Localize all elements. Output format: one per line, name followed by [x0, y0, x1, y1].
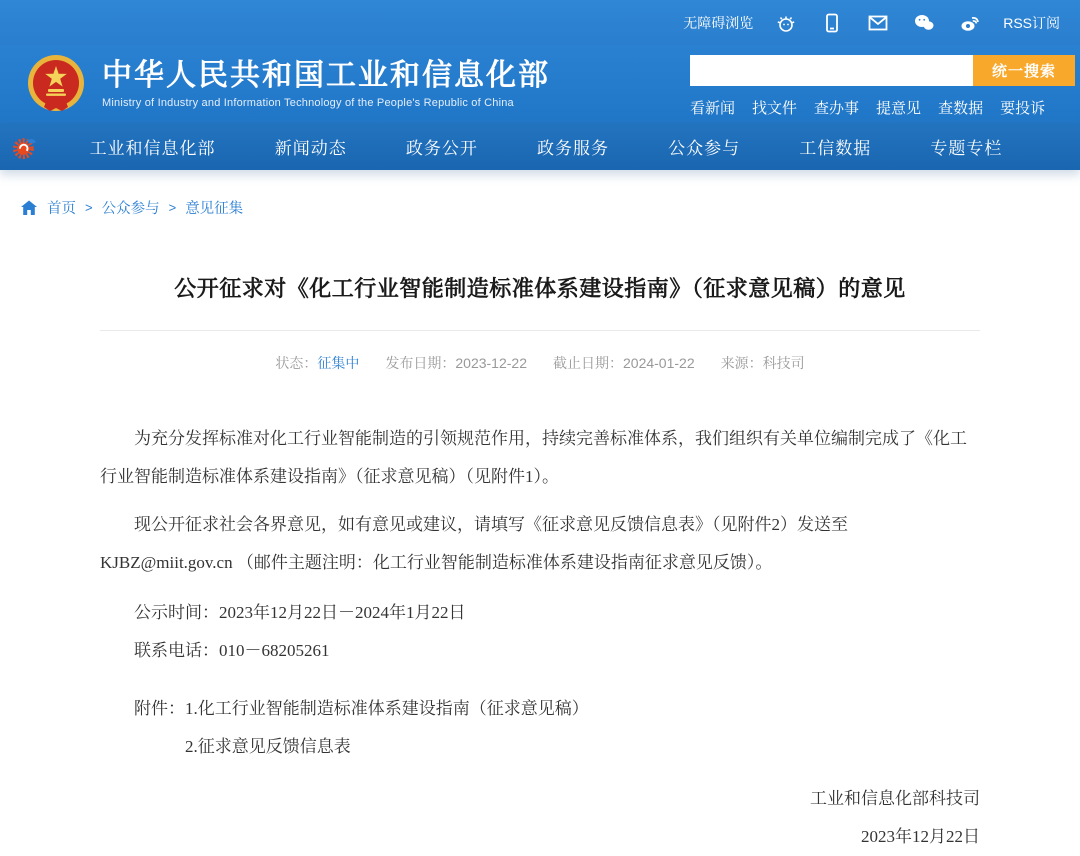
quick-link-complaints[interactable]: 要投诉	[1000, 100, 1046, 117]
signature-date: 2023年12月22日	[861, 827, 980, 846]
nav-item-special-topics[interactable]: 专题专栏	[930, 138, 1003, 158]
attachment-link-2[interactable]: 2.征求意见反馈信息表	[185, 737, 351, 756]
nav-items	[0, 134, 1080, 159]
robot-mascot-icon[interactable]	[773, 10, 799, 36]
contact-phone: 联系电话：010－68205261	[134, 641, 330, 660]
quick-links	[690, 97, 1080, 118]
breadcrumb	[20, 197, 1080, 218]
mail-icon[interactable]	[865, 10, 891, 36]
nav-item-public-participation[interactable]: 公众参与	[668, 138, 741, 158]
nav-item-ministry[interactable]: 工业和信息化部	[89, 138, 216, 158]
national-emblem-icon	[24, 52, 88, 116]
meta-deadline	[553, 353, 695, 373]
nav-item-news[interactable]: 新闻动态	[274, 138, 347, 158]
attachment-link-1[interactable]: 1.化工行业智能制造标准体系建设指南（征求意见稿）	[185, 699, 589, 718]
quick-link-suggestions[interactable]: 提意见	[876, 100, 922, 117]
attachments-label: 附件：	[134, 699, 185, 718]
info-block	[100, 594, 980, 670]
meta-publish-label: 发布日期：	[385, 355, 456, 371]
quick-link-documents[interactable]: 找文件	[752, 100, 798, 117]
meta-status-label: 状态：	[275, 355, 318, 371]
site-title: 中华人民共和国工业和信息化部	[102, 58, 550, 92]
nav-item-miit-data[interactable]: 工信数据	[799, 138, 872, 158]
meta-publish-date	[385, 353, 527, 373]
accessibility-link[interactable]: 无障碍浏览	[683, 14, 754, 31]
site-subtitle: Ministry of Industry and Information Technology of the People's Republic of China	[102, 96, 514, 109]
quick-link-news[interactable]: 看新闻	[690, 100, 736, 117]
signature-department: 工业和信息化部科技司	[810, 789, 980, 808]
breadcrumb-separator: >	[168, 200, 177, 215]
nav-item-gov-services[interactable]: 政务服务	[536, 138, 609, 158]
site-header	[0, 45, 1080, 122]
meta-source-label: 来源：	[720, 355, 763, 371]
article-title: 公开征求对《化工行业智能制造标准体系建设指南》（征求意见稿）的意见	[174, 276, 906, 301]
unified-search-input[interactable]	[690, 55, 973, 86]
gov-site-logo-icon	[10, 132, 40, 162]
quick-link-data[interactable]: 查数据	[938, 100, 984, 117]
article-container	[100, 272, 980, 856]
meta-deadline-label: 截止日期：	[553, 355, 623, 371]
rss-link[interactable]: RSS订阅	[1003, 14, 1060, 31]
article-meta	[100, 353, 980, 373]
paragraph: 为充分发挥标准对化工行业智能制造的引领规范作用，持续完善标准体系，我们组织有关单位编制完成了《化工行业智能制造标准体系建设指南》（征求意见稿）（见附件1）。	[100, 429, 967, 486]
attachment-list	[185, 690, 589, 766]
signature-block	[100, 780, 980, 856]
header-search-area	[690, 55, 1080, 118]
meta-source-value: 科技司	[762, 355, 805, 371]
top-utility-bar	[0, 0, 1080, 45]
meta-status	[275, 353, 359, 373]
nav-item-gov-openness[interactable]: 政务公开	[405, 138, 478, 158]
site-brand	[102, 59, 550, 109]
wechat-icon[interactable]	[911, 10, 937, 36]
status-badge: 征集中	[317, 355, 360, 371]
meta-publish-value: 2023-12-22	[455, 355, 527, 371]
paragraph: 现公开征求社会各界意见，如有意见或建议，请填写《征求意见反馈信息表》（见附件2）发送至 KJBZ@miit.gov.cn （邮件主题注明：化工行业智能制造标准体系建设指南征求意见反馈）。	[100, 515, 848, 572]
quick-link-services[interactable]: 查办事	[814, 100, 860, 117]
meta-source	[721, 353, 805, 373]
main-nav	[0, 122, 1080, 170]
mobile-app-icon[interactable]	[819, 10, 845, 36]
public-notice-period: 公示时间：2023年12月22日－2024年1月22日	[134, 603, 466, 622]
breadcrumb-separator: >	[85, 200, 93, 215]
article-body	[100, 420, 980, 856]
unified-search-button[interactable]: 统一搜索	[973, 55, 1075, 86]
home-icon[interactable]	[20, 199, 38, 217]
breadcrumb-solicitation[interactable]: 意见征集	[185, 201, 244, 217]
title-divider	[100, 330, 980, 331]
breadcrumb-home[interactable]: 首页	[47, 201, 76, 217]
meta-deadline-value: 2024-01-22	[623, 355, 695, 371]
attachments	[100, 690, 980, 766]
breadcrumb-public-participation[interactable]: 公众参与	[101, 201, 160, 217]
weibo-icon[interactable]	[957, 10, 983, 36]
